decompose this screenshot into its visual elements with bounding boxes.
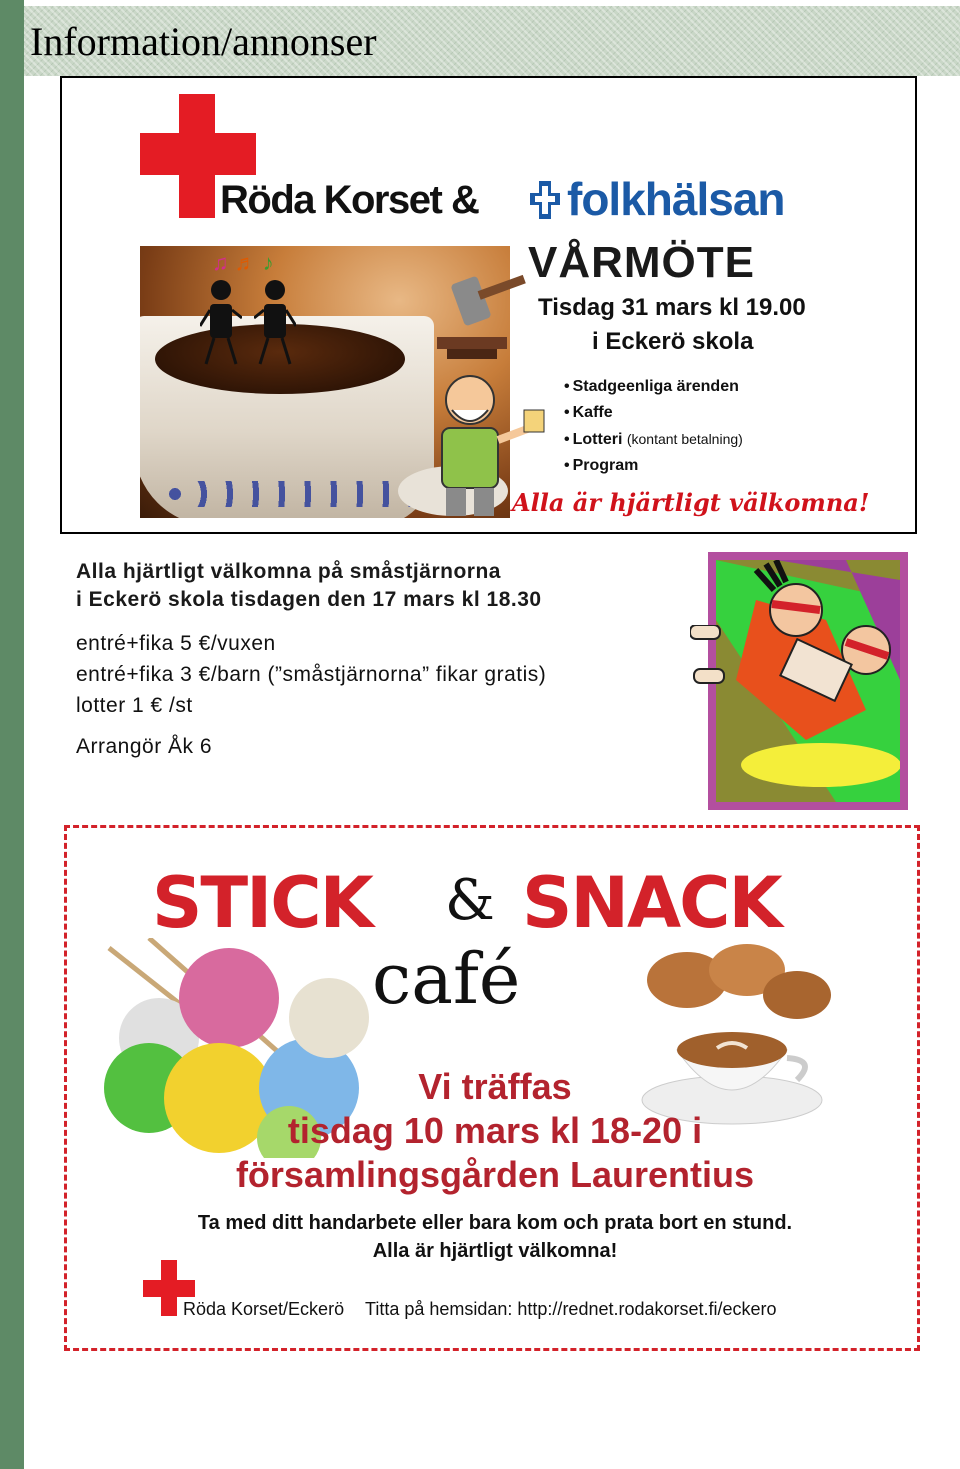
ampersand: & [445,868,495,933]
stick-heading: STICK [152,862,372,944]
dancer-icon [200,278,242,368]
meeting-date: tisdag 10 mars kl 18-20 i [287,1110,703,1151]
notice-heading-line2: i Eckerö skola tisdagen den 17 mars kl 18.30 [76,588,542,611]
dancer-icon [254,278,296,368]
price-line: entré+fika 3 €/barn (”småstjärnorna” fikar gratis) [76,663,547,686]
agenda-item: • Lotteri (kontant betalning) [564,426,743,453]
meeting-intro: Vi träffas [418,1066,572,1107]
agenda-item: • Stadgeenliga ärenden [564,374,743,400]
snack-heading: SNACK [522,862,781,944]
price-line: lotter 1 € /st [76,694,193,717]
event-title: VÅRMÖTE [528,238,755,287]
homepage-link[interactable]: Titta på hemsidan: http://rednet.rodakorset.fi/eckero [365,1299,777,1319]
roda-korset-logo-text: Röda Korset & [220,178,479,222]
event-time: Tisdag 31 mars kl 19.00 [538,294,806,321]
notice-heading-line1: Alla hjärtligt välkomna på småstjärnorna [76,560,501,583]
red-cross-small-icon-bar [143,1280,195,1297]
red-cross-icon-bar [140,133,256,175]
cup-pattern [160,481,420,507]
stick-snack-cafe-ad [64,825,920,1351]
folkhalsan-cross-icon [530,181,560,219]
decor-dashes-icon [690,625,726,689]
folkhalsan-logo-text: folkhälsan [567,173,785,225]
bring-text: Ta med ditt handarbete eller bara kom och prata bort en stund. [197,1212,793,1234]
price-line: entré+fika 5 €/vuxen [76,632,276,655]
welcome-text: Alla är hjärtligt välkomna! [512,488,870,517]
page-header [24,6,960,76]
meeting-place: församlingsgården Laurentius [235,1154,755,1195]
left-sidebar-stripe [0,0,24,1469]
price-list [76,628,546,721]
page-title: Information/annonser [30,19,377,64]
music-notes-icon: ♫ ♬ ♪ [212,250,274,275]
dancing-clowns-illustration [708,552,908,810]
event-location: i Eckerö skola [592,328,754,355]
smastjarnorna-notice [76,558,546,759]
gavel-icon [417,273,527,363]
varmote-ad [60,76,917,534]
cafe-heading: café [372,938,521,1020]
organizer-text: Arrangör Åk 6 [76,735,213,758]
agenda-item: • Kaffe [564,400,743,426]
welcome-text: Alla är hjärtligt välkomna! [372,1240,618,1262]
agenda-list [564,374,743,479]
agenda-item: • Program [564,453,743,479]
clowns-icon [716,560,900,802]
org-name: Röda Korset/Eckerö [183,1299,345,1319]
